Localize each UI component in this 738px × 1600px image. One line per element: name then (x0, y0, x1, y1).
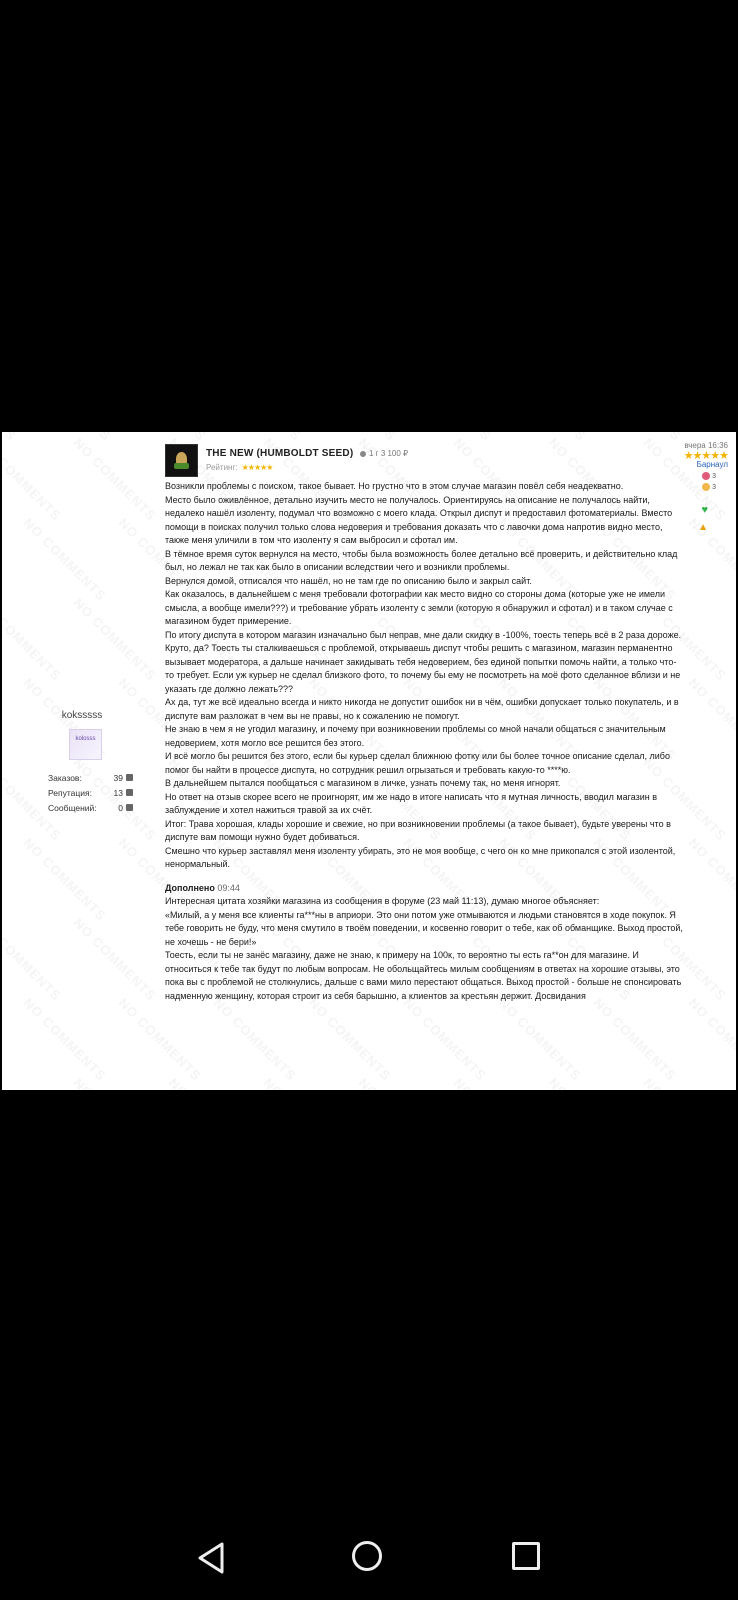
paragraph: В тёмное время суток вернулся на место, чтобы была возможность более детально всё проверить, и действительно клад был, но лежал не так как было в описании вследствии чего и возникли проблемы. (165, 548, 678, 572)
watermark-text (165, 1075, 253, 1090)
shop-logo[interactable] (165, 444, 198, 477)
reaction-icon (702, 472, 710, 480)
stat-label: Сообщений: (48, 802, 97, 813)
watermark-text (450, 1075, 538, 1090)
paragraph: Не знаю в чем я не угодил магазину, и почему при возникновении проблемы со мной начали общаться с значительным недоверием, хотя могло все решится без этого. (165, 724, 666, 748)
leaf-icon (174, 463, 189, 469)
reaction-1[interactable] (702, 472, 716, 480)
stat-messages (48, 800, 133, 815)
watermark-text (640, 1075, 728, 1090)
review-card (2, 432, 736, 1090)
message-icon (126, 804, 133, 811)
watermark-text (405, 432, 493, 444)
addendum-label: Дополнено (165, 882, 215, 893)
product-info: 1 г 3 100 ₽ (369, 449, 409, 458)
heart-icon[interactable]: ♥ (701, 504, 708, 516)
username[interactable]: koksssss (61, 710, 103, 721)
user-stats (48, 770, 133, 815)
watermark-text (735, 915, 736, 1003)
stat-reputation (48, 785, 133, 800)
thumbs-up-icon (702, 483, 710, 491)
addendum-paragraph: Интересная цитата хозяйки магазина из сообщения в форуме (23 май 11:13), думаю многое объясняет: (165, 896, 600, 906)
paragraph: Круто, да? Тоесть ты сталкиваешься с проблемой, открываешь диспут чтобы решить с магазином, магазин перманентно вызывает модератора, а дальше начинает закидывать тебя недоверием, без единой попытки помочь найти, а только что-то требует. Если уж курьер не сделал близкого фото, то почему бы ему не посмотреть на моё фото сделанное вблизи и не указать где должно лежать??? (165, 643, 681, 694)
paragraph: Смешно что курьер заставлял меня изоленту убирать, это не моя вообще, с чего он ко мне прикопался с этой изолентой, ненормальный. (165, 845, 676, 869)
watermark-text (545, 1075, 633, 1090)
rating-label: Рейтинг: (206, 463, 238, 472)
reaction-count: 3 (712, 472, 716, 480)
stat-label: Заказов: (48, 772, 82, 783)
watermark-text (310, 432, 398, 444)
stat-value: 0 (118, 802, 123, 813)
paragraph: И всё могло бы решится без этого, если бы курьер сделал ближнюю фотку или бы более точное описание сделал, либо помог бы найти в процессе диспута, но сотрудник решил огрызаться и требовать какую-то ****ю. (165, 751, 670, 775)
reaction-count: 3 (712, 483, 716, 491)
watermark-text (685, 995, 736, 1083)
reaction-2[interactable] (702, 483, 716, 491)
watermark-text (215, 432, 303, 444)
recents-icon[interactable] (512, 1542, 540, 1570)
android-nav-bar (0, 1528, 738, 1588)
city-link[interactable]: Барнаул (696, 460, 728, 469)
watermark-text (685, 835, 736, 923)
watermark-text (735, 435, 736, 523)
user-panel (2, 432, 157, 1090)
stat-orders (48, 770, 133, 785)
paragraph: Вернулся домой, отписался что нашёл, но не там где по описанию было и закрыл сайт. (165, 575, 532, 586)
watermark-text (355, 1075, 443, 1090)
paragraph: Но ответ на отзыв скорее всего не проигнорят, им же надо в итоге написать что я мутная личность, вводил магазин в заблуждение и хотел нажиться травой за их счёт. (165, 791, 658, 815)
shop-name[interactable]: THE NEW (HUMBOLDT SEED) (206, 448, 354, 459)
watermark-text (685, 675, 736, 763)
watermark-text (495, 995, 583, 1083)
paragraph: Ах да, тут же всё идеально всегда и никто никогда не допустит ошибок ни в чём, ошибки допускает только покупатель, и в диспуте вам разложат в чем вы не правы, но к сожалению не помогут. (165, 697, 679, 721)
paragraph: Место было оживлённое, детально изучить место не получалось. Ориентируясь на описание не получалось найти, недалеко нашёл изоленту, подумал что возможно с моего клада. Открыл диспут и предоставил фотоматериалы. Вместо помощи в поисках получил только слова недоверия и требования доказать что с лавочки дома напротив видно место, также меня уличили в том что изоленту я сам выбросил и сфотал им. (165, 494, 673, 545)
warning-icon[interactable]: ▲ (698, 522, 708, 533)
addendum-paragraph: «Милый, а у меня все клиенты га***ны в априори. Это они потом уже отмываются и людьми становятся в ходе покупок. Я тебе говорить не буду, что меня смутило в твоём поведении, и косвенно говорит о тебе, как об обманщике. Выход простой, не хочешь - не бери!» (165, 909, 683, 947)
watermark-text (500, 432, 588, 444)
paragraph: По итогу диспута в котором магазин изначально был неправ, мне дали скидку в -100%, тоесть теперь всё в 2 раза дороже. (165, 629, 682, 640)
paragraph: Итог: Трава хорошая, клады хорошие и свежие, но при возникновении проблемы (а такое бывает), будьте уверены что в диспуте вам помощи нужно будет добиваться. (165, 818, 671, 842)
watermark-text (400, 995, 488, 1083)
back-icon[interactable] (196, 1541, 226, 1575)
stat-value: 39 (113, 772, 123, 783)
watermark-text (735, 595, 736, 683)
thumbs-up-icon (126, 789, 133, 796)
location-pin-icon (360, 451, 366, 457)
watermark-text (210, 995, 298, 1083)
post-header (165, 444, 685, 480)
addendum-header (165, 882, 685, 896)
addendum-time: 09:44 (217, 882, 240, 893)
paragraph: Возникли проблемы с поиском, такое бывает. Но грустно что в этом случае магазин повёл себя неадекватно. (165, 481, 624, 491)
addendum-paragraph: Тоесть, если ты не занёс магазину, даже не знаю, к примеру на 100к, то вероятно ты есть га**он для магазине. И относиться к тебе так будут по любым вопросам. Не обольщайтесь милым сообщениям в ответах на хорошие отзывы, это пока вы с проблемой не столкнулись, дальше с вами мило перестают общаться. Выход простой - больше не спонсировать надменную женщину, которая строит из себя барышню, а клиентов за крестьян держит. Досвидания (165, 950, 682, 1001)
home-icon[interactable] (352, 1541, 382, 1571)
avatar[interactable] (69, 729, 102, 760)
shop-rating (206, 463, 272, 472)
avatar-text: kolosss (75, 736, 96, 742)
post-time: вчера 16:36 (684, 441, 728, 450)
watermark-text (735, 1075, 736, 1090)
paragraph: В дальнейшем пытался пообщаться с магазином в личке, узнать почему так, но меня игнорят. (165, 778, 561, 788)
stat-label: Репутация: (48, 787, 92, 798)
review-text (165, 480, 685, 1003)
watermark-text (305, 995, 393, 1083)
stat-value: 13 (113, 787, 123, 798)
watermark-text (590, 995, 678, 1083)
paragraph: Как оказалось, в дальнейшем с меня требовали фотографии как место видно со стороны дома (которые уже не имели смысла, а вообще имели???) и требование убрать изоленту с земли (которую я обнаружил и сфотал) и в таком случае с магазином будет примерение. (165, 589, 673, 626)
rating-stars: ★★★★★ (241, 463, 273, 472)
watermark-text (260, 1075, 348, 1090)
shop-meta (360, 449, 408, 458)
reaction-icons (702, 472, 716, 491)
bag-icon (126, 774, 133, 781)
review-stars: ★★★★★ (683, 450, 728, 462)
watermark-text (735, 755, 736, 843)
